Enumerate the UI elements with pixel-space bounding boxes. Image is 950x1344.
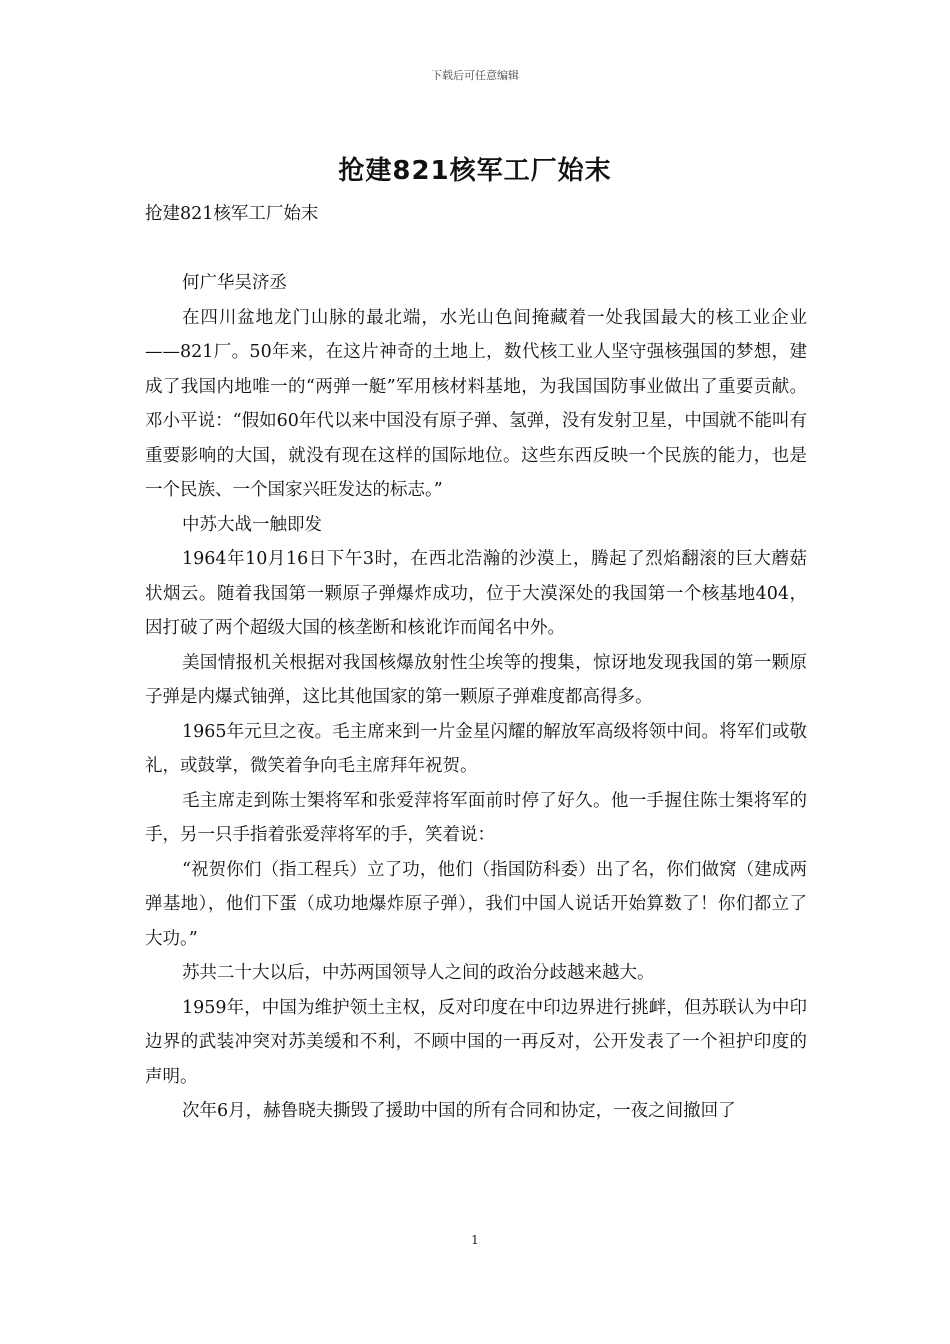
paragraph: 1964年10月16日下午3时，在西北浩瀚的沙漠上，腾起了烈焰翻滚的巨大蘑菇状烟云。随着我国第一颗原子弹爆炸成功，位于大漠深处的我国第一个核基地404，因打破了两个超级大国的核垄断和核讹诈而闻名中外。	[145, 549, 807, 638]
authors-line: 何广华吴济丞	[182, 273, 287, 293]
paragraph: 次年6月，赫鲁晓夫撕毁了援助中国的所有合同和协定，一夜之间撤回了	[182, 1101, 736, 1121]
document-subtitle: 抢建821核军工厂始末	[145, 204, 319, 224]
paragraph: 美国情报机关根据对我国核爆放射性尘埃等的搜集，惊讶地发现我国的第一颗原子弹是内爆式铀弹，这比其他国家的第一颗原子弹难度都高得多。	[145, 652, 807, 707]
document-title: 抢建821核军工厂始末	[338, 156, 612, 186]
document-body	[145, 197, 807, 1129]
header-note: 下载后可任意编辑	[431, 69, 519, 82]
paragraph: 苏共二十大以后，中苏两国领导人之间的政治分歧越来越大。	[182, 963, 655, 983]
quote-paragraph: “祝贺你们（指工程兵）立了功，他们（指国防科委）出了名，你们做窝（建成两弹基地），他们下蛋（成功地爆炸原子弹），我们中国人说话开始算数了！你们都立了大功。”	[145, 859, 807, 949]
paragraph: 1965年元旦之夜。毛主席来到一片金星闪耀的解放军高级将领中间。将军们或敬礼，或鼓掌，微笑着争向毛主席拜年祝贺。	[145, 721, 807, 776]
paragraph: 在四川盆地龙门山脉的最北端，水光山色间掩藏着一处我国最大的核工业企业——821厂。50年来，在这片神奇的土地上，数代核工业人坚守强核强国的梦想，建成了我国内地唯一的“两弹一艇”军用核材料基地，为我国国防事业做出了重要贡献。邓小平说：“假如60年代以来中国没有原子弹、氢弹，没有发射卫星，中国就不能叫有重要影响的大国，就没有现在这样的国际地位。这些东西反映一个民族的能力，也是一个民族、一个国家兴旺发达的标志。”	[145, 307, 807, 500]
blank-line	[145, 232, 807, 267]
page-number: 1	[471, 1233, 479, 1247]
paragraph: 1959年，中国为维护领土主权，反对印度在中印边界进行挑衅，但苏联认为中印边界的武装冲突对苏美缓和不利，不顾中国的一再反对，公开发表了一个袒护印度的声明。	[145, 997, 807, 1087]
section-heading: 中苏大战一触即发	[182, 514, 322, 535]
paragraph: 毛主席走到陈士榘将军和张爱萍将军面前时停了好久。他一手握住陈士榘将军的手，另一只手指着张爱萍将军的手，笑着说：	[145, 790, 807, 845]
